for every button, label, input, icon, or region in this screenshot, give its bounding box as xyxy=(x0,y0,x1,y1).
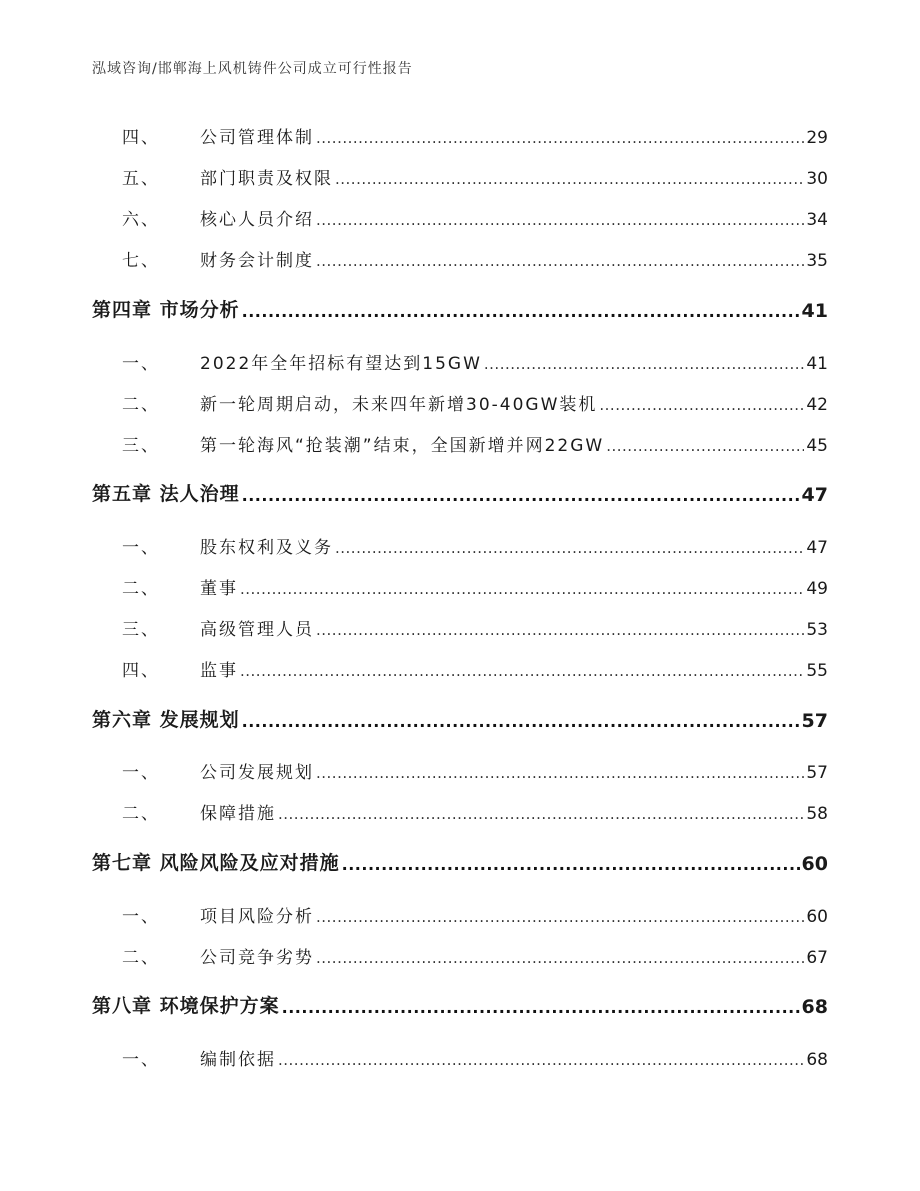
toc-entry-number: 一、 xyxy=(122,907,160,927)
toc-entry-number: 一、 xyxy=(122,354,160,374)
toc-chapter-page: 47 xyxy=(801,484,828,506)
toc-dot-leader xyxy=(242,710,800,730)
toc-entry-page: 42 xyxy=(806,395,828,415)
toc-entry-page: 45 xyxy=(806,436,828,456)
toc-dot-leader xyxy=(484,352,804,372)
toc-chapter-title: 第五章 法人治理 xyxy=(92,483,240,505)
toc-entry-page: 47 xyxy=(806,538,828,558)
toc-entry[interactable] xyxy=(92,610,828,640)
toc-entry-number: 三、 xyxy=(122,620,160,640)
toc-entry-page: 57 xyxy=(806,763,828,783)
toc-entry-number: 四、 xyxy=(122,128,160,148)
toc-entry[interactable] xyxy=(92,569,828,599)
toc-chapter-page: 41 xyxy=(801,300,828,322)
toc-entry-number: 二、 xyxy=(122,579,160,599)
toc-entry[interactable] xyxy=(92,241,828,271)
toc-entry-page: 49 xyxy=(806,579,828,599)
toc-entry-number: 一、 xyxy=(122,763,160,783)
toc-entry-page: 30 xyxy=(806,169,828,189)
toc-entry-page: 67 xyxy=(806,948,828,968)
toc-entry[interactable] xyxy=(92,938,828,968)
page-header: 泓域咨询/邯郸海上风机铸件公司成立可行性报告 xyxy=(92,61,413,77)
toc-entry-title: 财务会计制度 xyxy=(200,251,314,271)
toc-entry-title: 保障措施 xyxy=(200,804,276,824)
toc-chapter-page: 57 xyxy=(801,710,828,732)
toc-entry-page: 68 xyxy=(806,1050,828,1070)
toc-entry-title: 核心人员介绍 xyxy=(200,210,314,230)
toc-chapter[interactable] xyxy=(92,292,828,322)
toc-dot-leader xyxy=(242,300,800,320)
toc-entry-number: 六、 xyxy=(122,210,160,230)
toc-dot-leader xyxy=(316,761,804,781)
toc-entry-title: 新一轮周期启动，未来四年新增30-40GW装机 xyxy=(200,395,598,415)
toc-dot-leader xyxy=(316,126,804,146)
toc-entry-title: 公司竞争劣势 xyxy=(200,948,314,968)
toc-entry-title: 2022年全年招标有望达到15GW xyxy=(200,354,482,374)
toc-entry[interactable] xyxy=(92,1040,828,1070)
toc-entry[interactable] xyxy=(92,426,828,456)
toc-entry-title: 公司管理体制 xyxy=(200,128,314,148)
toc-chapter-title: 第四章 市场分析 xyxy=(92,299,240,321)
toc-entry[interactable] xyxy=(92,753,828,783)
toc-chapter-title: 第七章 风险风险及应对措施 xyxy=(92,852,340,874)
toc-entry[interactable] xyxy=(92,159,828,189)
toc-entry-number: 四、 xyxy=(122,661,160,681)
toc-entry-title: 监事 xyxy=(200,661,238,681)
toc-entry-page: 53 xyxy=(806,620,828,640)
toc-entry-page: 29 xyxy=(806,128,828,148)
toc-entry-number: 二、 xyxy=(122,948,160,968)
toc-entry-number: 三、 xyxy=(122,436,160,456)
toc-entry-number: 五、 xyxy=(122,169,160,189)
toc-dot-leader xyxy=(599,393,804,413)
toc-entry-page: 41 xyxy=(806,354,828,374)
toc-entry[interactable] xyxy=(92,118,828,148)
toc-entry-page: 60 xyxy=(806,907,828,927)
toc-dot-leader xyxy=(316,618,804,638)
toc-entry-page: 34 xyxy=(806,210,828,230)
toc-dot-leader xyxy=(335,167,804,187)
toc-chapter[interactable] xyxy=(92,476,828,506)
toc-entry-title: 编制依据 xyxy=(200,1050,276,1070)
toc-dot-leader xyxy=(316,208,804,228)
toc-dot-leader xyxy=(242,484,800,504)
toc-chapter[interactable] xyxy=(92,845,828,875)
toc-entry-title: 部门职责及权限 xyxy=(200,169,333,189)
toc-entry-number: 二、 xyxy=(122,395,160,415)
toc-dot-leader xyxy=(335,536,804,556)
toc-entry-title: 董事 xyxy=(200,579,238,599)
toc-chapter[interactable] xyxy=(92,988,828,1018)
toc-entry-title: 股东权利及义务 xyxy=(200,538,333,558)
toc-dot-leader xyxy=(606,434,804,454)
toc-entry[interactable] xyxy=(92,385,828,415)
toc-entry-number: 一、 xyxy=(122,538,160,558)
toc-dot-leader xyxy=(316,946,804,966)
toc-chapter-page: 68 xyxy=(801,996,828,1018)
toc-chapter-title: 第八章 环境保护方案 xyxy=(92,995,280,1017)
toc-entry[interactable] xyxy=(92,794,828,824)
toc-entry[interactable] xyxy=(92,344,828,374)
toc-entry-title: 高级管理人员 xyxy=(200,620,314,640)
toc-entry[interactable] xyxy=(92,897,828,927)
toc-entry-title: 项目风险分析 xyxy=(200,907,314,927)
toc-entry-number: 二、 xyxy=(122,804,160,824)
toc-entry-page: 58 xyxy=(806,804,828,824)
toc-dot-leader xyxy=(282,996,800,1016)
toc-dot-leader xyxy=(278,802,804,822)
toc-dot-leader xyxy=(316,249,804,269)
toc-dot-leader xyxy=(316,905,804,925)
toc-dot-leader xyxy=(240,577,804,597)
toc-dot-leader xyxy=(240,659,804,679)
toc-entry-number: 一、 xyxy=(122,1050,160,1070)
toc-entry[interactable] xyxy=(92,651,828,681)
toc-entry[interactable] xyxy=(92,200,828,230)
toc-dot-leader xyxy=(342,853,800,873)
toc-entry-page: 55 xyxy=(806,661,828,681)
toc-chapter[interactable] xyxy=(92,702,828,732)
toc-chapter-page: 60 xyxy=(801,853,828,875)
toc-dot-leader xyxy=(278,1048,804,1068)
toc-entry[interactable] xyxy=(92,528,828,558)
toc-entry-number: 七、 xyxy=(122,251,160,271)
toc-entry-title: 公司发展规划 xyxy=(200,763,314,783)
toc-chapter-title: 第六章 发展规划 xyxy=(92,709,240,731)
toc-entry-page: 35 xyxy=(806,251,828,271)
toc-entry-title: 第一轮海风“抢装潮”结束，全国新增并网22GW xyxy=(200,436,605,456)
